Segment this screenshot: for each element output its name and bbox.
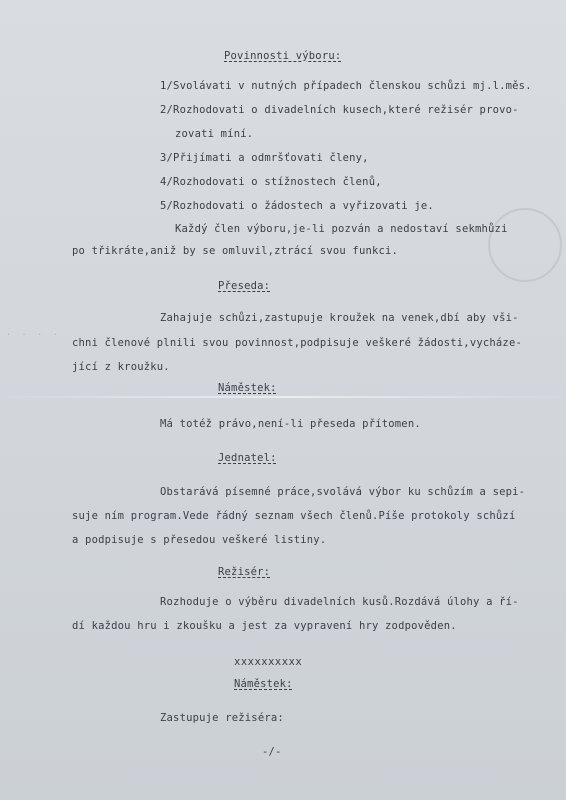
heading-secretary: Jednatel:	[218, 452, 277, 464]
committee-line-3: zovati míní.	[175, 128, 254, 140]
heading-committee-duties: Povinnosti výboru:	[224, 50, 342, 62]
secretary-line-3: a podpisuje s přesedou veškeré listiny.	[72, 534, 327, 546]
deputy-line-1: Má totéž právo,není-li přeseda přítomen.	[160, 418, 421, 430]
committee-line-1: 1/Svolávati v nutných případech členskou schůzi mj.l.měs.	[160, 80, 532, 92]
heading-director-deputy: Náměstek:	[234, 678, 293, 690]
faded-stamp	[488, 208, 562, 282]
committee-line-6: 5/Rozhodovati o žádostech a vyřizovati je.	[160, 200, 434, 212]
committee-line-8: po třikráte,aniž by se omluvil,ztrácí svou funkci.	[72, 245, 399, 257]
chairman-line-3: jící z kroužku.	[72, 361, 170, 373]
paper-fold	[0, 396, 566, 398]
committee-line-2: 2/Rozhodovati o divadelních kusech,které režisér provo-	[160, 104, 519, 116]
director-line-2: dí každou hru i zkoušku a jest za vypravení hry zodpověden.	[72, 620, 457, 632]
committee-line-5: 4/Rozhodovati o stížnostech členů,	[160, 176, 382, 188]
secretary-line-1: Obstarává písemné práce,svolává výbor ku schůzím a sepi-	[160, 486, 526, 498]
heading-director: Režisér:	[218, 566, 271, 578]
director-deputy-line-1: Zastupuje režiséra:	[160, 712, 284, 724]
heading-deputy: Náměstek:	[218, 382, 277, 394]
end-mark: -/-	[262, 746, 282, 758]
committee-line-7: Každý člen výboru,je-li pozván a nedostaví sekmhůzi	[175, 223, 508, 235]
committee-line-4: 3/Přijímati a odmršťovati členy,	[160, 152, 369, 164]
director-line-1: Rozhoduje o výběru divadelních kusů.Rozdává úlohy a ří-	[160, 596, 519, 608]
struck-out-text: xxxxxxxxxx	[234, 656, 303, 668]
heading-chairman: Přeseda:	[218, 280, 271, 292]
chairman-line-1: Zahajuje schůzi,zastupuje kroužek na venek,dbí aby vši-	[160, 312, 519, 324]
secretary-line-2: suje ním program.Vede řádný seznam všech členů.Píše protokoly schůzí	[72, 510, 516, 522]
chairman-line-2: chni členové plnili svou povinnost,podpisuje veškeré žádosti,vycháze-	[72, 337, 522, 349]
edge-mark: · · · ·	[6, 330, 61, 339]
